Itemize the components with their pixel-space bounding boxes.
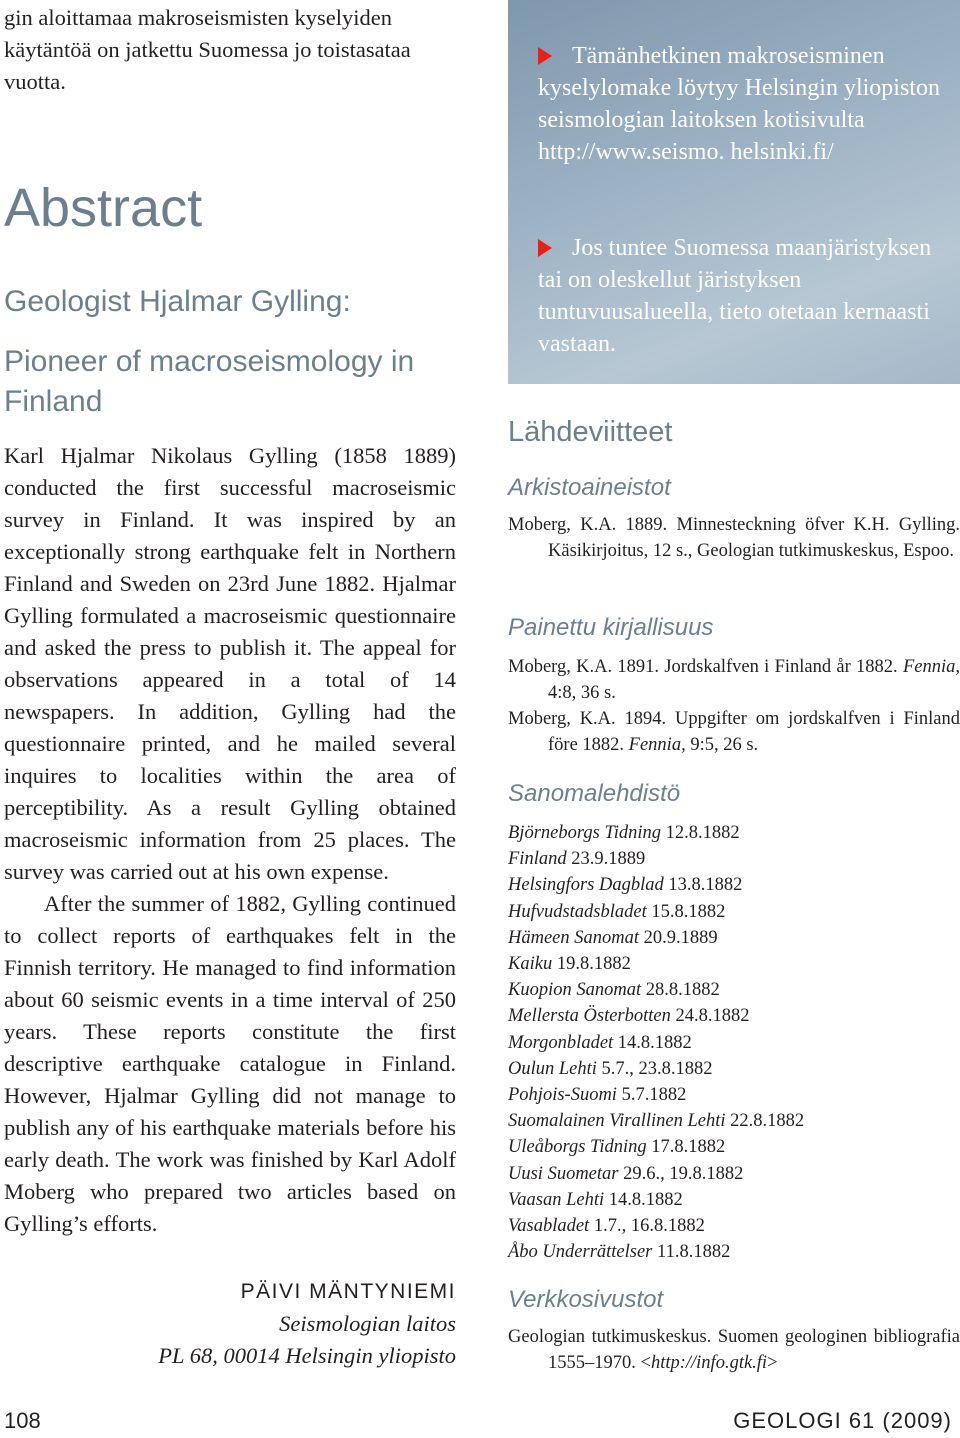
- newspaper-date: 5.7., 23.8.1882: [601, 1058, 713, 1079]
- newspaper-date: 12.8.1882: [665, 823, 740, 843]
- info-item-1-text: Tämänhetkinen makroseisminen kyselylomake löytyy Helsingin yliopiston seismologian laitoksen kotisivulta http://www.seismo. helsinki.fi/: [538, 43, 940, 165]
- red-arrow-icon: [538, 47, 552, 65]
- newspaper-date: 20.9.1889: [643, 927, 718, 948]
- newspaper-name: Mellersta Österbotten: [508, 1006, 671, 1027]
- newspaper-date: 14.8.1882: [617, 1032, 692, 1053]
- archive-section: [508, 472, 960, 564]
- journal-footer: GEOLOGI 61 (2009): [733, 1408, 952, 1433]
- abstract-heading: Abstract: [4, 178, 203, 238]
- abstract-paragraph-2: After the summer of 1882, Gylling continued to collect reports of earthquakes felt in the Finnish territory. He managed to find information about 60 seismic events in a time interval of 250 years. These reports constitute the first descriptive earthquake catalogue in Finland. However, Hjalmar Gylling did not manage to publish any of his earthquake materials before his early death. The work was finished by Karl Adolf Moberg who prepared two articles based on Gylling’s efforts.: [4, 891, 456, 1236]
- newspaper-item: [508, 925, 960, 951]
- print-section: [508, 612, 960, 758]
- newspaper-item: [508, 977, 960, 1003]
- newspaper-name: Pohjois-Suomi: [508, 1085, 617, 1106]
- newspaper-item: [508, 1161, 960, 1187]
- newspaper-name: Hufvudstadsbladet: [508, 901, 647, 922]
- newspaper-date: 14.8.1882: [608, 1189, 683, 1210]
- newspaper-date: 23.9.1889: [571, 849, 646, 870]
- newspaper-name: Hämeen Sanomat: [508, 927, 640, 948]
- web-reference-main: Geologian tutkimuskeskus. Suomen geologinen bibliografia 1555–1970. <: [508, 1327, 960, 1373]
- newspaper-name: Morgonbladet: [508, 1032, 614, 1053]
- newspaper-section: [508, 778, 960, 1265]
- newspaper-item: [508, 1082, 960, 1108]
- newspaper-item: [508, 846, 960, 872]
- newspaper-date: 11.8.1882: [657, 1242, 731, 1263]
- newspaper-name: Björneborgs Tidning: [508, 823, 661, 843]
- newspaper-item: [508, 1239, 960, 1265]
- newspaper-name: Helsingfors Dagblad: [508, 875, 664, 896]
- author-name: PÄIVI MÄNTYNIEMI: [240, 1280, 456, 1303]
- author-address: PL 68, 00014 Helsingin yliopisto: [158, 1343, 456, 1368]
- intro-paragraph: gin aloittamaa makroseismisten kyselyiden käytäntöä on jatkettu Suomessa jo toistasataa vuotta.: [4, 5, 411, 94]
- newspaper-name: Kuopion Sanomat: [508, 980, 642, 1001]
- newspaper-item: [508, 1108, 960, 1134]
- newspaper-date: 29.6., 19.8.1882: [623, 1163, 744, 1184]
- newspaper-item: [508, 1187, 960, 1213]
- web-reference: [508, 1324, 960, 1376]
- newspaper-date: 1.7., 16.8.1882: [593, 1216, 705, 1237]
- newspaper-name: Åbo Underrättelser: [508, 1242, 653, 1263]
- newspaper-date: 24.8.1882: [675, 1006, 750, 1027]
- newspaper-name: Vasabladet: [508, 1216, 590, 1237]
- info-item-2: [538, 232, 948, 360]
- web-section: [508, 1284, 960, 1376]
- newspaper-name: Vaasan Lehti: [508, 1189, 605, 1210]
- abstract-title: Geologist Hjalmar Gylling:: [4, 285, 351, 318]
- info-item-1: [538, 40, 948, 168]
- abstract-body: [4, 440, 456, 1240]
- newspaper-name: Suomalainen Virallinen Lehti: [508, 1111, 726, 1132]
- print-reference-2-tail: 9:5, 26 s.: [690, 735, 759, 755]
- newspaper-name: Oulun Lehti: [508, 1058, 597, 1079]
- newspaper-date: 5.7.1882: [621, 1085, 687, 1106]
- web-reference-tail: >: [767, 1353, 778, 1373]
- newspaper-item: [508, 820, 960, 846]
- newspaper-item: [508, 1056, 960, 1082]
- newspaper-date: 15.8.1882: [651, 901, 726, 922]
- web-heading: Verkkosivustot: [508, 1286, 664, 1313]
- web-reference-link: http://info.gtk.fi: [650, 1353, 768, 1373]
- print-reference-2-journal: Fennia,: [628, 735, 686, 755]
- print-reference-1-journal: Fennia,: [902, 657, 960, 677]
- newspaper-item: [508, 1030, 960, 1056]
- author-affiliation: Seismologian laitos: [279, 1311, 456, 1336]
- print-reference-1-main: Moberg, K.A. 1891. Jordskalfven i Finland år 1882.: [508, 657, 898, 677]
- references-heading: Lähdeviitteet: [508, 416, 673, 448]
- newspaper-item: [508, 951, 960, 977]
- newspaper-date: 28.8.1882: [645, 980, 720, 1001]
- newspaper-name: Kaiku: [508, 954, 553, 975]
- newspaper-name: Finland: [508, 849, 567, 870]
- print-reference-1-tail: 4:8, 36 s.: [548, 683, 616, 703]
- newspaper-item: [508, 899, 960, 925]
- newspaper-name: Uleåborgs Tidning: [508, 1137, 647, 1158]
- newspaper-date: 19.8.1882: [556, 954, 631, 975]
- print-reference-1: [508, 654, 960, 706]
- newspaper-date: 13.8.1882: [668, 875, 743, 896]
- archive-reference: Moberg, K.A. 1889. Minnesteckning öfver K.H. Gylling. Käsikirjoitus, 12 s., Geologian tutkimuskeskus, Espoo.: [508, 515, 960, 561]
- newspaper-heading: Sanomalehdistö: [508, 780, 681, 807]
- print-reference-2: [508, 706, 960, 758]
- info-box: [508, 0, 960, 384]
- newspaper-name: Uusi Suometar: [508, 1163, 619, 1184]
- references-section: [508, 414, 960, 450]
- page-number: 108: [4, 1408, 41, 1433]
- newspaper-item: [508, 1134, 960, 1160]
- newspaper-item: [508, 872, 960, 898]
- newspaper-date: 17.8.1882: [651, 1137, 726, 1158]
- print-reference-2-main: Moberg, K.A. 1894. Uppgifter om jordskalfven i Finland före 1882.: [508, 709, 960, 755]
- newspaper-date: 22.8.1882: [730, 1111, 805, 1132]
- abstract-subtitle: Pioneer of macroseismology in Finland: [4, 345, 415, 418]
- author-block: [4, 1276, 456, 1372]
- red-arrow-icon: [538, 239, 552, 257]
- newspaper-item: [508, 1003, 960, 1029]
- info-item-2-text: Jos tuntee Suomessa maanjäristyksen tai on oleskellut järistyksen tuntuvuusalueella, tieto otetaan kernaasti vastaan.: [538, 235, 932, 357]
- print-heading: Painettu kirjallisuus: [508, 614, 714, 641]
- archive-heading: Arkistoaineistot: [508, 474, 671, 501]
- newspaper-item: [508, 1213, 960, 1239]
- abstract-paragraph-1: Karl Hjalmar Nikolaus Gylling (1858 1889) conducted the first successful macroseismic survey in Finland. It was inspired by an exceptionally strong earthquake felt in Northern Finland and Sweden on 23rd June 1882. Hjalmar Gylling formulated a macroseismic questionnaire and asked the press to publish it. The appeal for observations appeared in a total of 14 newspapers. In addition, Gylling had the questionnaire printed, and he mailed several inquires to localities within the area of perceptibility. As a result Gylling obtained macroseismic information from 25 places. The survey was carried out at his own expense.: [4, 443, 456, 884]
- newspaper-list: [508, 820, 960, 1265]
